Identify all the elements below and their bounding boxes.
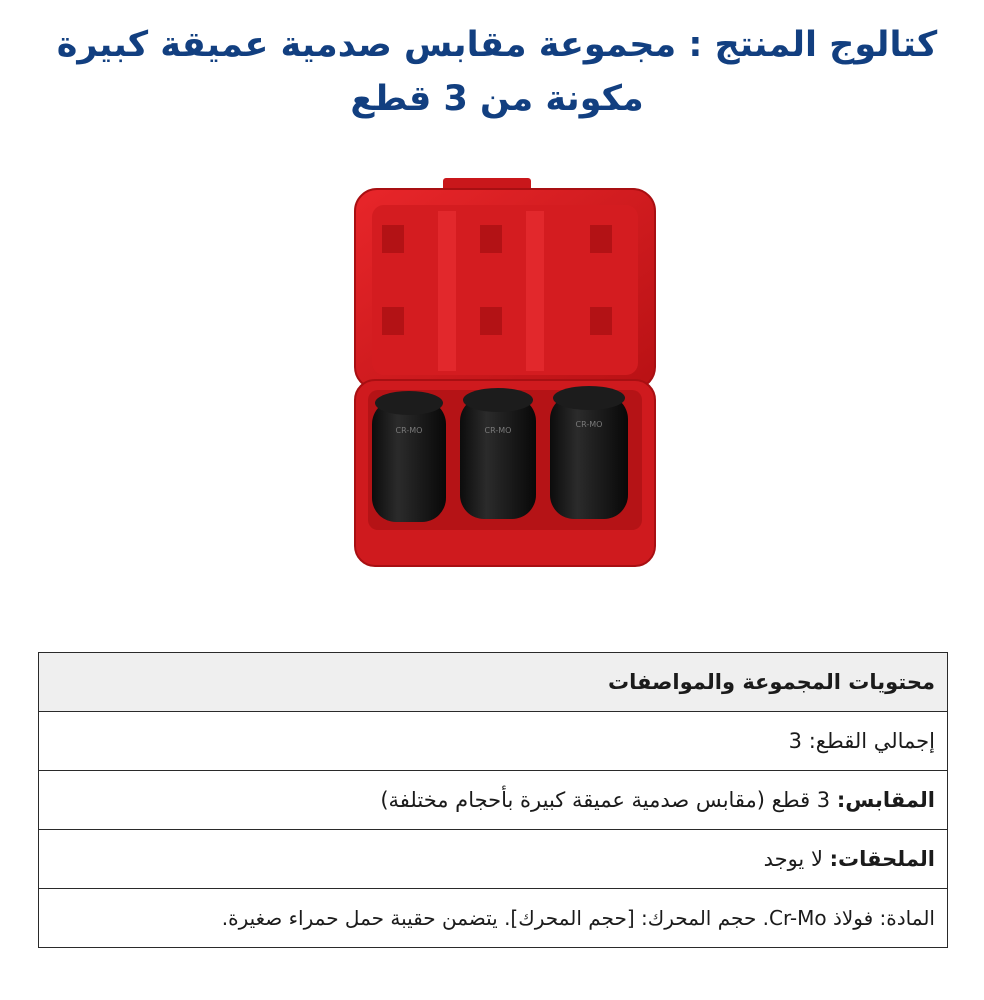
material-row: المادة: فولاذ Cr-Mo. حجم المحرك: [حجم المحرك]. يتضمن حقيبة حمل حمراء صغيرة. [39,889,948,948]
socket-middle [460,388,536,519]
table-row [39,771,948,830]
socket-right [550,386,628,519]
svg-text:CR-MO: CR-MO [395,426,423,435]
accessories-value: لا يوجد [763,847,823,871]
total-pieces: إجمالي القطع: 3 [39,712,948,771]
title-line-2: مكونة من 3 قطع [350,79,644,119]
accessories-label: الملحقات: [829,847,935,871]
specs-table [38,652,948,948]
page-title [40,18,954,126]
socket-set-image [350,175,660,570]
svg-text:CR-MO: CR-MO [484,426,512,435]
svg-text:CR-MO: CR-MO [575,420,603,429]
sockets-label: المقابس: [836,788,935,812]
socket-left [372,391,446,522]
table-row [39,653,948,712]
specs-header: محتويات المجموعة والمواصفات [39,653,948,712]
table-row [39,889,948,948]
sockets-row [39,771,948,830]
accessories-row [39,830,948,889]
sockets-value: 3 قطع (مقابس صدمية عميقة كبيرة بأحجام مختلفة) [380,788,831,812]
table-row [39,712,948,771]
table-row [39,830,948,889]
title-line-1: كتالوج المنتج : مجموعة مقابس صدمية عميقة كبيرة [56,25,938,65]
case-lid [355,178,655,389]
